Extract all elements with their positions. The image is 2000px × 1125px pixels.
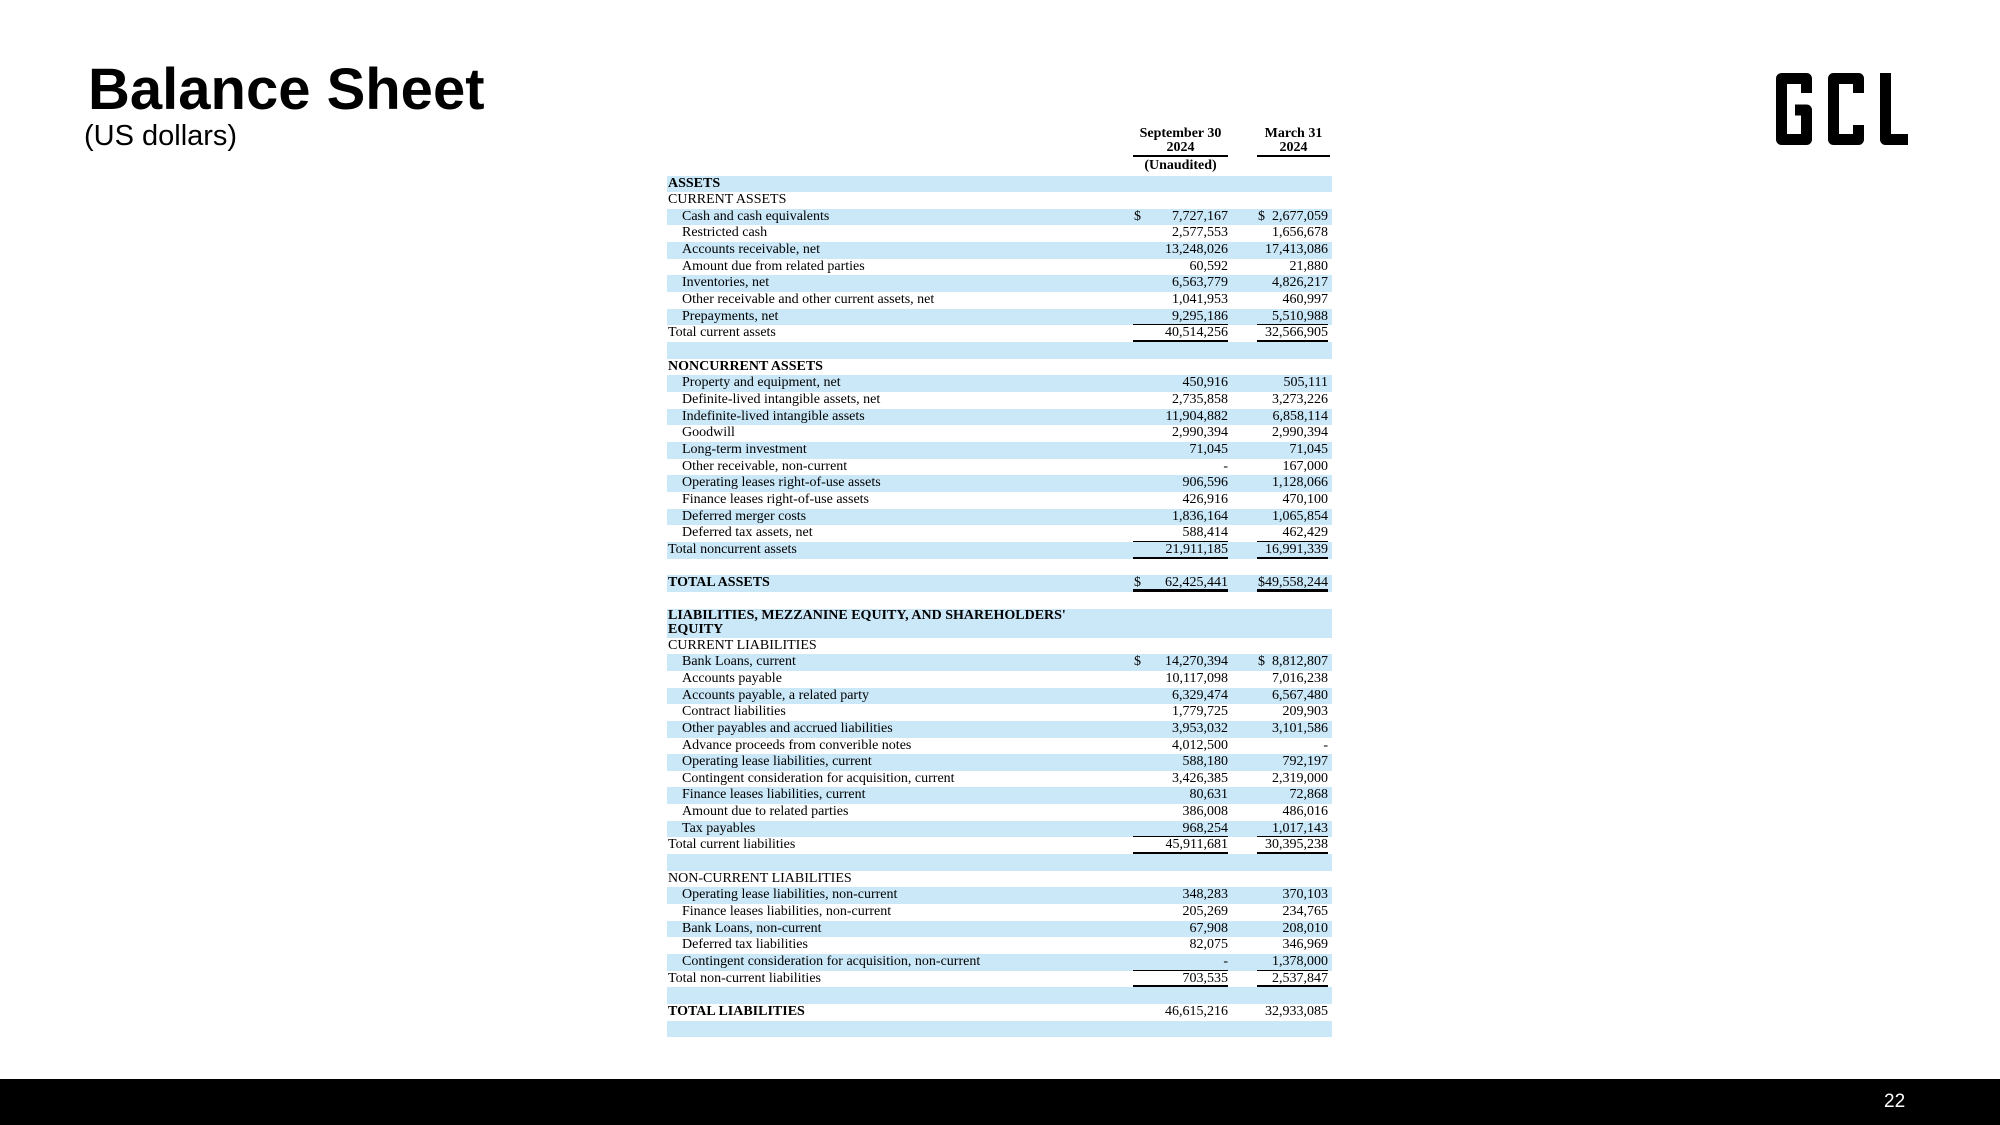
amount: 30,395,238 (1265, 837, 1328, 853)
amount: 17,413,086 (1265, 242, 1328, 258)
page-number: 22 (1884, 1091, 1906, 1112)
table-row (667, 921, 1332, 938)
amount: 792,197 (1282, 754, 1328, 770)
row-label: Total current liabilities (668, 837, 796, 853)
value-cell-mar-31-2024 (1257, 475, 1328, 492)
value-cell-mar-31-2024 (1257, 821, 1328, 838)
table-row (667, 754, 1332, 771)
row-label: Other receivable, non-current (682, 458, 848, 474)
value-cell-mar-31-2024 (1257, 887, 1328, 904)
value-cell-mar-31-2024 (1257, 325, 1328, 342)
amount: 2,990,394 (1272, 425, 1328, 441)
table-row (667, 525, 1332, 542)
amount: 3,273,226 (1272, 392, 1328, 408)
amount: 968,254 (1182, 820, 1228, 836)
value-cell-sep-30-2024 (1133, 459, 1228, 476)
value-cell-mar-31-2024 (1257, 1004, 1328, 1021)
amount: 6,858,114 (1272, 408, 1328, 424)
row-label: Amount due from related parties (682, 258, 865, 274)
table-row (667, 804, 1332, 821)
currency-symbol: $ (1134, 654, 1141, 670)
value-cell-sep-30-2024 (1133, 1004, 1228, 1021)
value-cell-mar-31-2024 (1257, 409, 1328, 426)
table-row (667, 192, 1332, 209)
row-label: Other payables and accrued liabilities (682, 720, 893, 736)
value-cell-sep-30-2024 (1133, 492, 1228, 509)
amount: 6,329,474 (1172, 687, 1228, 703)
value-cell-mar-31-2024 (1257, 738, 1328, 755)
value-cell-mar-31-2024 (1257, 654, 1328, 671)
value-cell-sep-30-2024 (1133, 409, 1228, 426)
row-label: Goodwill (682, 425, 735, 441)
value-cell-mar-31-2024 (1257, 721, 1328, 738)
amount: 2,677,059 (1272, 208, 1328, 224)
logo-letter-c (1834, 79, 1859, 140)
row-label: NON-CURRENT LIABILITIES (668, 870, 852, 886)
spacer-row (667, 854, 1332, 871)
amount: 45,911,681 (1165, 837, 1228, 853)
amount: - (1223, 458, 1228, 474)
row-label: Property and equipment, net (682, 375, 841, 391)
value-cell-sep-30-2024 (1133, 704, 1228, 721)
table-row (667, 459, 1332, 476)
amount: 370,103 (1282, 887, 1328, 903)
value-cell-sep-30-2024 (1133, 392, 1228, 409)
row-label: Inventories, net (682, 275, 770, 291)
amount: 9,295,186 (1172, 308, 1228, 324)
row-label: Total current assets (668, 325, 776, 341)
row-label: Advance proceeds from converible notes (682, 737, 912, 753)
slide-subtitle: (US dollars) (84, 120, 238, 152)
value-cell-sep-30-2024 (1133, 921, 1228, 938)
amount: 588,180 (1182, 754, 1228, 770)
table-row (667, 609, 1332, 638)
value-cell-sep-30-2024 (1133, 771, 1228, 788)
row-label: Accounts payable, a related party (682, 687, 869, 703)
table-row (667, 492, 1332, 509)
table-row (667, 887, 1332, 904)
gcl-logo-icon (1776, 73, 1908, 145)
row-label: Finance leases liabilities, non-current (682, 904, 892, 920)
value-cell-sep-30-2024 (1133, 904, 1228, 921)
value-cell-mar-31-2024 (1257, 804, 1328, 821)
amount: 5,510,988 (1272, 308, 1328, 324)
value-cell-mar-31-2024 (1257, 837, 1328, 854)
value-cell-sep-30-2024 (1133, 542, 1228, 559)
value-cell-sep-30-2024 (1133, 954, 1228, 971)
amount: - (1223, 954, 1228, 970)
value-cell-mar-31-2024 (1257, 375, 1328, 392)
row-label: Tax payables (682, 820, 756, 836)
amount: 4,826,217 (1272, 275, 1328, 291)
amount: 462,429 (1282, 525, 1328, 541)
value-cell-mar-31-2024 (1257, 542, 1328, 559)
value-cell-sep-30-2024 (1133, 787, 1228, 804)
value-cell-sep-30-2024 (1133, 475, 1228, 492)
table-row (667, 771, 1332, 788)
table-row (667, 671, 1332, 688)
value-cell-mar-31-2024 (1257, 459, 1328, 476)
amount: 2,319,000 (1272, 770, 1328, 786)
table-row (667, 259, 1332, 276)
value-cell-mar-31-2024 (1257, 442, 1328, 459)
spacer-row (667, 559, 1332, 576)
amount: 80,631 (1189, 787, 1228, 803)
row-label: Operating lease liabilities, current (682, 754, 872, 770)
table-row (667, 392, 1332, 409)
amount: 71,045 (1289, 442, 1328, 457)
value-cell-sep-30-2024 (1133, 721, 1228, 738)
value-cell-mar-31-2024 (1257, 971, 1328, 988)
row-label: Restricted cash (682, 225, 768, 241)
table-row (667, 309, 1332, 326)
currency-symbol: $ (1134, 208, 1141, 224)
amount: 21,911,185 (1165, 541, 1228, 557)
column-header-date: March 31 (1264, 126, 1323, 141)
amount: 32,933,085 (1265, 1004, 1328, 1019)
amount: 234,765 (1282, 904, 1328, 920)
row-label: LIABILITIES, MEZZANINE EQUITY, AND SHAREHOLDERS' EQUITY (668, 607, 1066, 638)
column-header-date: September 30 (1139, 126, 1222, 141)
value-cell-sep-30-2024 (1133, 754, 1228, 771)
amount: 209,903 (1282, 704, 1328, 720)
column-header-note: (Unaudited) (1144, 158, 1217, 173)
value-cell-mar-31-2024 (1257, 937, 1328, 954)
amount: - (1323, 737, 1328, 753)
value-cell-mar-31-2024 (1257, 209, 1328, 226)
row-label: NONCURRENT ASSETS (668, 358, 823, 374)
amount: 62,425,441 (1165, 575, 1228, 591)
row-label: Bank Loans, current (682, 654, 796, 670)
spacer-row (667, 987, 1332, 1004)
value-cell-sep-30-2024 (1133, 259, 1228, 276)
amount: 2,537,847 (1272, 970, 1328, 986)
table-row (667, 209, 1332, 226)
amount: 426,916 (1182, 491, 1228, 507)
value-cell-sep-30-2024 (1133, 688, 1228, 705)
value-cell-sep-30-2024 (1133, 509, 1228, 526)
value-cell-mar-31-2024 (1257, 771, 1328, 788)
amount: 1,065,854 (1272, 508, 1328, 524)
amount: 1,779,725 (1172, 704, 1228, 720)
amount: 6,563,779 (1172, 275, 1228, 291)
amount: 7,727,167 (1172, 208, 1228, 224)
row-label: Definite-lived intangible assets, net (682, 392, 881, 408)
table-row (667, 442, 1332, 459)
value-cell-mar-31-2024 (1257, 575, 1328, 592)
amount: 167,000 (1282, 458, 1328, 474)
value-cell-sep-30-2024 (1133, 821, 1228, 838)
row-label: Cash and cash equivalents (682, 208, 830, 224)
amount: 450,916 (1182, 375, 1228, 391)
value-cell-mar-31-2024 (1257, 787, 1328, 804)
value-cell-sep-30-2024 (1133, 292, 1228, 309)
amount: 6,567,480 (1272, 687, 1328, 703)
amount: 346,969 (1282, 937, 1328, 953)
table-row (667, 654, 1332, 671)
row-label: Contract liabilities (682, 704, 786, 720)
spacer-row (667, 342, 1332, 359)
value-cell-sep-30-2024 (1133, 375, 1228, 392)
amount: 1,041,953 (1172, 292, 1228, 308)
row-label: TOTAL ASSETS (668, 575, 770, 591)
amount: 21,880 (1289, 258, 1328, 274)
amount: 71,045 (1189, 442, 1228, 457)
table-row (667, 425, 1332, 442)
amount: 3,426,385 (1172, 770, 1228, 786)
value-cell-sep-30-2024 (1133, 575, 1228, 592)
column-header-sep-30-2024 (1133, 127, 1228, 173)
amount: 49,558,244 (1265, 575, 1328, 591)
amount: 4,012,500 (1172, 737, 1228, 753)
table-row (667, 821, 1332, 838)
amount: 470,100 (1282, 491, 1328, 507)
column-header-year: 2024 (1133, 141, 1228, 157)
row-label: Operating lease liabilities, non-current (682, 887, 898, 903)
amount: 2,577,553 (1172, 225, 1228, 241)
amount: 348,283 (1182, 887, 1228, 903)
logo-letter-l (1886, 73, 1909, 140)
row-label: Other receivable and other current assets, net (682, 292, 935, 308)
value-cell-mar-31-2024 (1257, 242, 1328, 259)
table-row (667, 837, 1332, 854)
value-cell-sep-30-2024 (1133, 425, 1228, 442)
table-row (667, 176, 1332, 193)
value-cell-sep-30-2024 (1133, 837, 1228, 854)
value-cell-mar-31-2024 (1257, 704, 1328, 721)
slide-title: Balance Sheet (88, 57, 485, 122)
row-label: Bank Loans, non-current (682, 920, 822, 936)
amount: 703,535 (1182, 970, 1228, 986)
value-cell-mar-31-2024 (1257, 921, 1328, 938)
amount: 906,596 (1182, 475, 1228, 491)
amount: 1,017,143 (1272, 820, 1328, 836)
row-label: Deferred tax assets, net (682, 525, 813, 541)
value-cell-sep-30-2024 (1133, 275, 1228, 292)
table-row (667, 575, 1332, 592)
value-cell-mar-31-2024 (1257, 492, 1328, 509)
amount: 16,991,339 (1265, 541, 1328, 557)
row-label: Finance leases liabilities, current (682, 787, 866, 803)
amount: 208,010 (1282, 920, 1328, 936)
value-cell-sep-30-2024 (1133, 971, 1228, 988)
value-cell-sep-30-2024 (1133, 937, 1228, 954)
value-cell-sep-30-2024 (1133, 442, 1228, 459)
value-cell-mar-31-2024 (1257, 688, 1328, 705)
value-cell-sep-30-2024 (1133, 671, 1228, 688)
row-label: Deferred merger costs (682, 508, 807, 524)
row-label: CURRENT LIABILITIES (668, 637, 817, 653)
row-label: Finance leases right-of-use assets (682, 491, 869, 507)
row-label: Accounts payable (682, 670, 782, 686)
amount: 14,270,394 (1165, 654, 1228, 670)
value-cell-sep-30-2024 (1133, 738, 1228, 755)
value-cell-mar-31-2024 (1257, 225, 1328, 242)
table-row (667, 937, 1332, 954)
row-label: Operating leases right-of-use assets (682, 475, 881, 491)
table-row (667, 704, 1332, 721)
value-cell-sep-30-2024 (1133, 242, 1228, 259)
currency-symbol: $ (1134, 575, 1141, 591)
amount: 1,378,000 (1272, 954, 1328, 970)
column-header-mar-31-2024 (1257, 127, 1330, 157)
table-row (667, 721, 1332, 738)
amount: 386,008 (1182, 804, 1228, 820)
value-cell-mar-31-2024 (1257, 392, 1328, 409)
amount: 82,075 (1189, 937, 1228, 953)
row-label: Accounts receivable, net (682, 242, 820, 258)
table-row (667, 359, 1332, 376)
value-cell-sep-30-2024 (1133, 525, 1228, 542)
amount: 8,812,807 (1272, 654, 1328, 670)
amount: 32,566,905 (1265, 325, 1328, 341)
row-label: Contingent consideration for acquisition, current (682, 770, 955, 786)
value-cell-sep-30-2024 (1133, 225, 1228, 242)
row-label: Total non-current liabilities (668, 970, 821, 986)
amount: 11,904,882 (1165, 408, 1228, 424)
table-row (667, 638, 1332, 655)
value-cell-sep-30-2024 (1133, 887, 1228, 904)
value-cell-mar-31-2024 (1257, 671, 1328, 688)
row-label: TOTAL LIABILITIES (668, 1004, 805, 1019)
amount: 3,101,586 (1272, 720, 1328, 736)
row-label: Indefinite-lived intangible assets (682, 408, 865, 424)
row-label: CURRENT ASSETS (668, 192, 787, 208)
currency-symbol: $ (1258, 575, 1265, 591)
value-cell-mar-31-2024 (1257, 904, 1328, 921)
amount: 40,514,256 (1165, 325, 1228, 341)
balance-sheet-table (667, 176, 1332, 1038)
table-row (667, 904, 1332, 921)
value-cell-mar-31-2024 (1257, 292, 1328, 309)
value-cell-mar-31-2024 (1257, 954, 1328, 971)
column-header-year: 2024 (1257, 141, 1330, 157)
value-cell-mar-31-2024 (1257, 259, 1328, 276)
amount: 1,128,066 (1272, 475, 1328, 491)
amount: 460,997 (1282, 292, 1328, 308)
row-label: Deferred tax liabilities (682, 937, 808, 953)
amount: 505,111 (1283, 375, 1328, 391)
amount: 10,117,098 (1165, 670, 1228, 686)
amount: 7,016,238 (1272, 670, 1328, 686)
value-cell-mar-31-2024 (1257, 754, 1328, 771)
value-cell-mar-31-2024 (1257, 425, 1328, 442)
table-row (667, 242, 1332, 259)
table-row (667, 542, 1332, 559)
row-label: Long-term investment (682, 442, 807, 457)
amount: 60,592 (1189, 258, 1228, 274)
value-cell-sep-30-2024 (1133, 804, 1228, 821)
table-row (667, 871, 1332, 888)
amount: 13,248,026 (1165, 242, 1228, 258)
amount: 46,615,216 (1165, 1004, 1228, 1019)
table-row (667, 225, 1332, 242)
row-label: Amount due to related parties (682, 804, 849, 820)
table-row (667, 954, 1332, 971)
statement-column-headers (667, 127, 1332, 175)
table-row (667, 738, 1332, 755)
amount: 3,953,032 (1172, 720, 1228, 736)
value-cell-sep-30-2024 (1133, 325, 1228, 342)
row-label: Prepayments, net (682, 308, 779, 324)
currency-symbol: $ (1258, 208, 1265, 224)
amount: 588,414 (1182, 525, 1228, 541)
currency-symbol: $ (1258, 654, 1265, 670)
row-label: Contingent consideration for acquisition, non-current (682, 954, 981, 970)
table-row (667, 1004, 1332, 1021)
amount: 205,269 (1182, 904, 1228, 920)
table-row (667, 275, 1332, 292)
table-row (667, 688, 1332, 705)
footer-bar (0, 1079, 2000, 1125)
value-cell-mar-31-2024 (1257, 509, 1328, 526)
table-row (667, 475, 1332, 492)
row-label: Total noncurrent assets (668, 541, 797, 557)
amount: 2,735,858 (1172, 392, 1228, 408)
table-row (667, 971, 1332, 988)
value-cell-mar-31-2024 (1257, 525, 1328, 542)
spacer-row (667, 592, 1332, 609)
table-row (667, 375, 1332, 392)
amount: 72,868 (1289, 787, 1328, 803)
table-row (667, 325, 1332, 342)
table-row (667, 509, 1332, 526)
spacer-row (667, 1021, 1332, 1038)
table-row (667, 787, 1332, 804)
amount: 1,656,678 (1272, 225, 1328, 241)
amount: 2,990,394 (1172, 425, 1228, 441)
value-cell-sep-30-2024 (1133, 309, 1228, 326)
amount: 1,836,164 (1172, 508, 1228, 524)
value-cell-sep-30-2024 (1133, 654, 1228, 671)
logo-letter-g (1782, 79, 1807, 140)
amount: 67,908 (1189, 920, 1228, 936)
amount: 486,016 (1282, 804, 1328, 820)
value-cell-sep-30-2024 (1133, 209, 1228, 226)
row-label: ASSETS (668, 175, 721, 191)
table-row (667, 292, 1332, 309)
value-cell-mar-31-2024 (1257, 275, 1328, 292)
table-row (667, 409, 1332, 426)
value-cell-mar-31-2024 (1257, 309, 1328, 326)
